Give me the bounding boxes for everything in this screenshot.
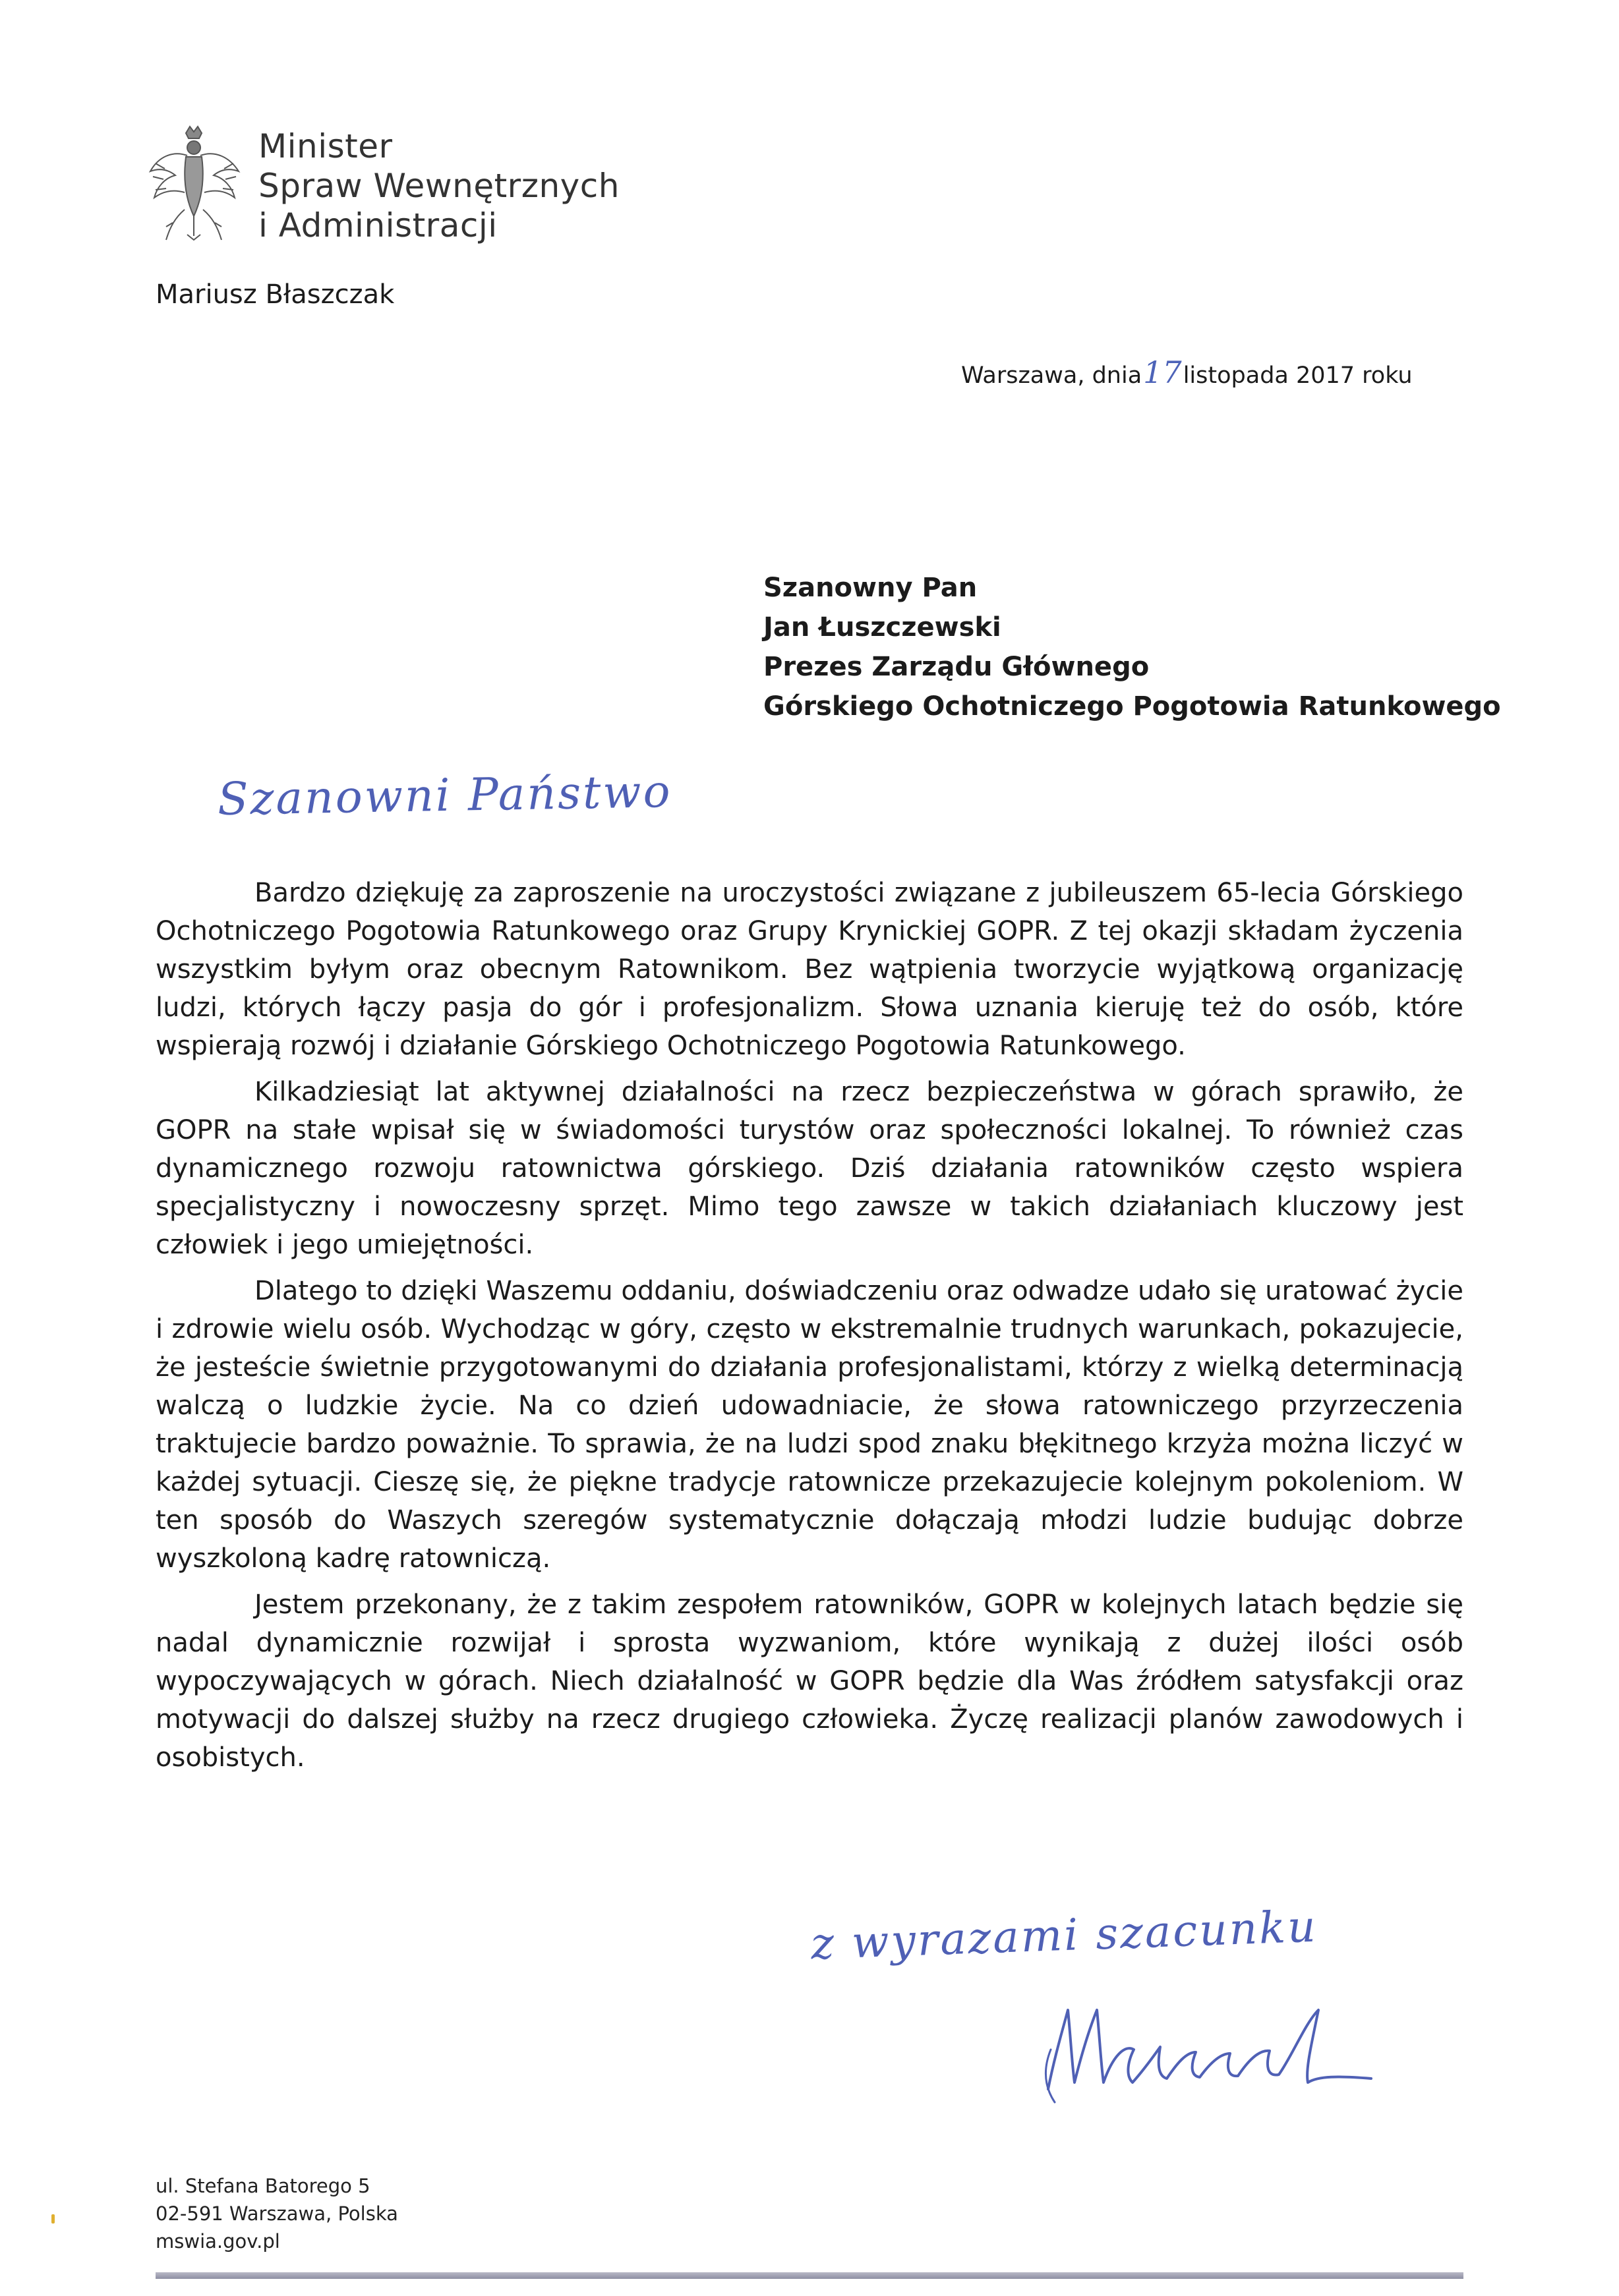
ministry-line-1: Minister	[258, 127, 393, 165]
handwritten-signature	[1028, 1984, 1384, 2109]
date-prefix: Warszawa, dnia	[961, 362, 1142, 389]
date-suffix: listopada 2017 roku	[1183, 362, 1413, 389]
recipient-line-1: Szanowny Pan	[763, 573, 978, 603]
body-paragraph-2: Kilkadziesiąt lat aktywnej działalności na rzecz bezpieczeństwa w górach sprawiło, że GOPR na stałe wpisał się w świadomości turystów oraz społeczności lokalnej. To również czas dynamicznego rozwoju ratownictwa górskiego. Dziś działania ratowników często wspiera specjalistyczny i nowoczesny sprzęt. Mimo tego zawsze w takich działaniach kluczowy jest człowiek i jego umiejętności.	[156, 1077, 1463, 1260]
letter-body	[156, 874, 1463, 1785]
ministry-line-2: Spraw Wewnętrznych	[258, 167, 620, 205]
polish-eagle-icon	[146, 124, 245, 249]
recipient-line-2: Jan Łuszczewski	[763, 612, 1001, 643]
address-line-2: 02-591 Warszawa, Polska	[156, 2202, 398, 2225]
date-day-handwritten: 17	[1143, 355, 1182, 390]
footer-divider-bar	[156, 2272, 1463, 2279]
ministry-line-3: i Administracji	[258, 206, 498, 244]
recipient-block	[763, 568, 1501, 726]
handwritten-closing: z wyrazami szacunku	[810, 1901, 1318, 1970]
body-paragraph-4: Jestem przekonany, że z takim zespołem ratowników, GOPR w kolejnych latach będzie się nadal dynamicznie rozwijał i sprosta wyzwaniom, które wynikają z dużej ilości osób wypoczywających w górach. Niech działalność w GOPR będzie dla Was źródłem satysfakcji oraz motywacji do dalszej służby na rzecz drugiego człowieka. Życzę realizacji planów zawodowych i osobistych.	[156, 1590, 1463, 1773]
recipient-line-3: Prezes Zarządu Głównego	[763, 652, 1150, 682]
address-line-1: ul. Stefana Batorego 5	[156, 2175, 370, 2197]
handwritten-salutation: Szanowni Państwo	[217, 765, 673, 826]
recipient-line-4: Górskiego Ochotniczego Pogotowia Ratunkowego	[763, 691, 1501, 722]
date-line	[961, 355, 1413, 390]
minister-name: Mariusz Błaszczak	[156, 279, 395, 310]
address-line-3: mswia.gov.pl	[156, 2230, 280, 2253]
body-paragraph-1: Bardzo dziękuję za zaproszenie na uroczystości związane z jubileuszem 65-lecia Górskiego Ochotniczego Pogotowia Ratunkowego oraz Grupy Krynickiej GOPR. Z tej okazji składam życzenia wszystkim byłym oraz obecnym Ratownikom. Bez wątpienia tworzycie wyjątkową organizację ludzi, których łączy pasja do gór i profesjonalizm. Słowa uznania kieruję też do osób, które wspierają rozwój i działanie Górskiego Ochotniczego Pogotowia Ratunkowego.	[156, 878, 1463, 1061]
scan-edge-mark	[51, 2214, 55, 2224]
footer-address	[156, 2172, 398, 2255]
body-paragraph-3: Dlatego to dzięki Waszemu oddaniu, doświadczeniu oraz odwadze udało się uratować życie i zdrowie wielu osób. Wychodząc w góry, często w ekstremalnie trudnych warunkach, pokazujecie, że jesteście świetnie przygotowanymi do działania profesjonalistami, którzy z wielką determinacją walczą o ludzkie życie. Na co dzień udowadniacie, że słowa ratowniczego przyrzeczenia traktujecie bardzo poważnie. To sprawia, że na ludzi spod znaku błękitnego krzyża można liczyć w każdej sytuacji. Cieszę się, że piękne tradycje ratownicze przekazujecie kolejnym pokoleniom. W ten sposób do Waszych szeregów systematycznie dołączają młodzi ludzie budując dobrze wyszkoloną kadrę ratowniczą.	[156, 1276, 1463, 1574]
ministry-title	[258, 127, 620, 245]
